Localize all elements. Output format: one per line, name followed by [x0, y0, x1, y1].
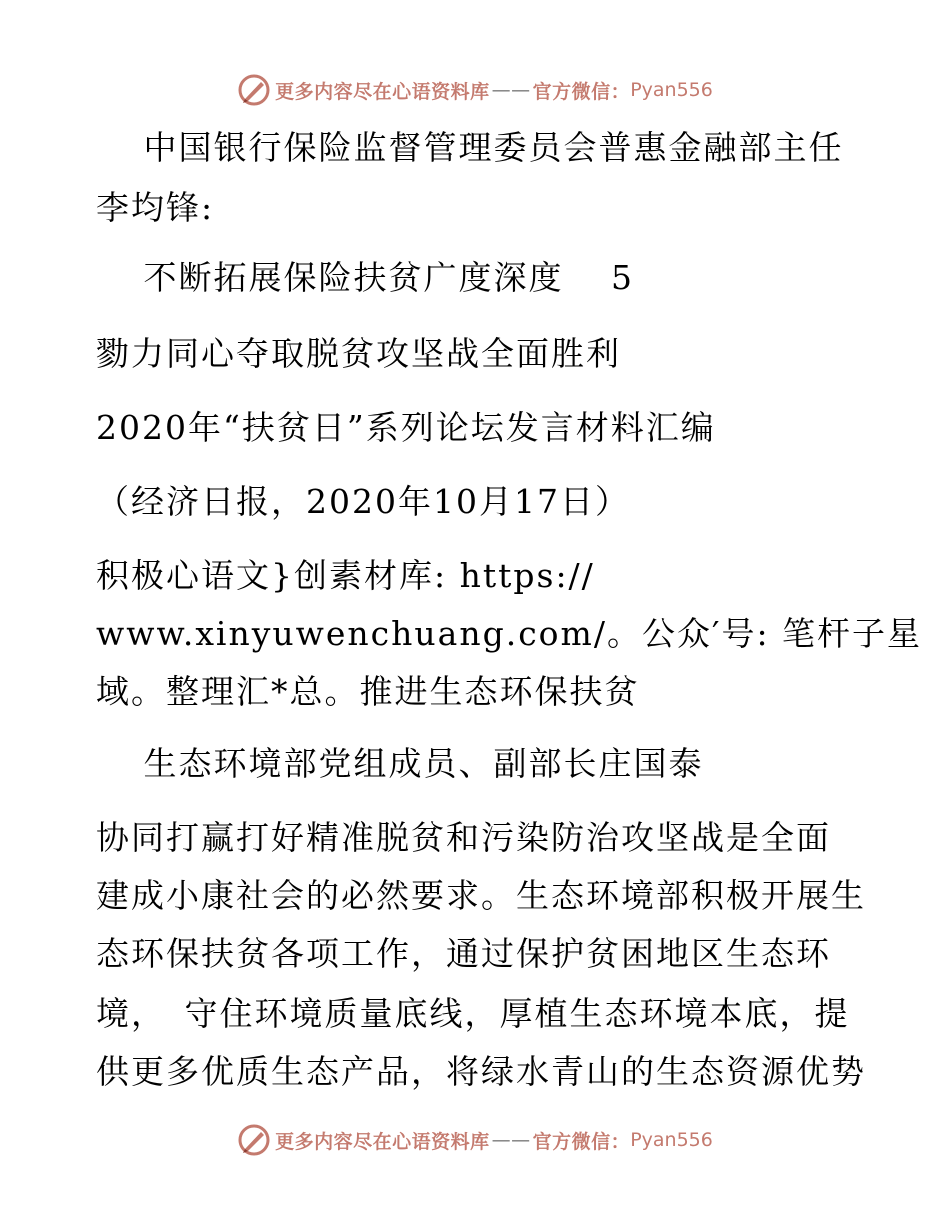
watermark-separator: —— [491, 1129, 531, 1151]
text-line: 李均锋: [96, 188, 215, 227]
text-line: www.xinyuwenchuang.com/。公众′号: 笔杆子星 [96, 614, 923, 653]
text-line: 域。整理汇*总。推进生态环保扶贫 [96, 672, 640, 711]
text-line: （经济日报，2020年10月17日） [96, 482, 630, 521]
header-watermark [0, 70, 950, 110]
text-line: 中国银行保险监督管理委员会普惠金融部主任 [96, 128, 844, 167]
text-line: 生态环境部党组成员、副部长庄国泰 [96, 744, 704, 783]
text-line: 建成小康社会的必然要求。生态环境部积极开展生 [96, 876, 866, 915]
watermark-text: 更多内容尽在心语资料库 [275, 1130, 490, 1153]
text-line: 不断拓展保险扶贫广度深度 5 [96, 258, 634, 297]
text-line: 协同打赢打好精准脱贫和污染防治攻坚战是全面 [96, 818, 831, 857]
text-line: 积极心语文}创素材库: https:// [96, 556, 595, 595]
watermark-label: 官方微信： [532, 80, 631, 103]
text-line: 境， 守住环境质量底线，厚植生态环境本底，提 [96, 994, 850, 1033]
watermark-label: 官方微信： [532, 1130, 631, 1153]
text-line: 供更多优质生态产品，将绿水青山的生态资源优势 [96, 1052, 866, 1091]
text-line: 态环保扶贫各项工作，通过保护贫困地区生态环 [96, 934, 831, 973]
pen-seal-icon [237, 73, 271, 107]
pen-seal-icon [237, 1123, 271, 1157]
watermark-text: 更多内容尽在心语资料库 [275, 80, 490, 103]
watermark-separator: —— [491, 79, 531, 101]
text-line: 勠力同心夺取脱贫攻坚战全面胜利 [96, 334, 621, 373]
footer-watermark [0, 1120, 950, 1160]
watermark-handle: Pyan556 [630, 1129, 713, 1151]
text-line: 2020年“扶贫日”系列论坛发言材料汇编 [96, 408, 716, 447]
watermark-handle: Pyan556 [630, 79, 713, 101]
